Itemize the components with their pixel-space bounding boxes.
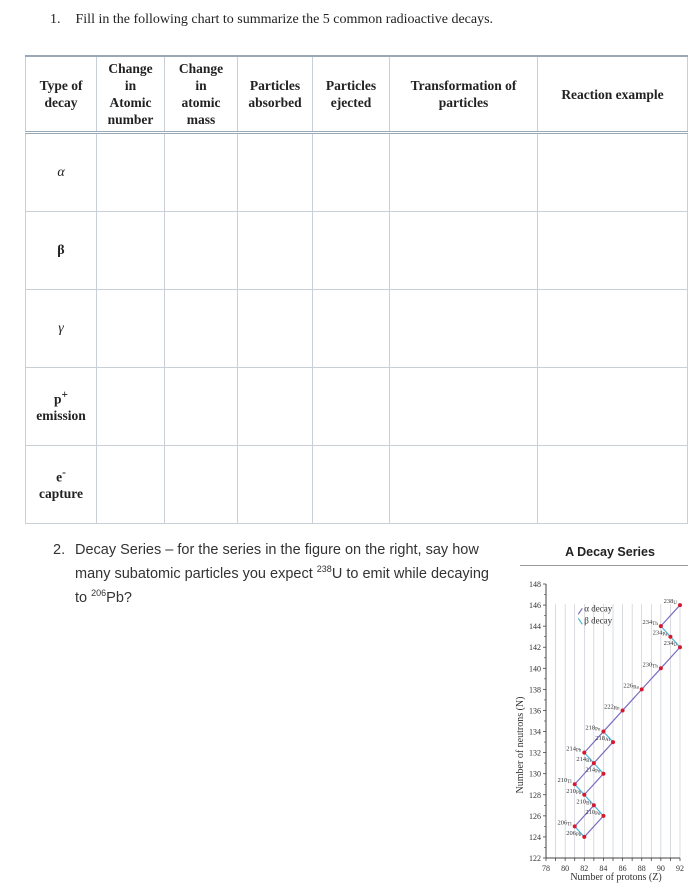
y-tick-label: 134: [529, 727, 541, 737]
answer-cell[interactable]: [238, 446, 313, 524]
answer-cell[interactable]: [165, 212, 238, 290]
x-tick-label: 78: [542, 864, 550, 873]
y-axis-label: Number of neutrons (N): [515, 696, 526, 794]
figure-title-rule: [520, 565, 688, 566]
x-tick-label: 88: [637, 864, 646, 873]
nuclide-label: 226Ra: [623, 682, 639, 691]
y-tick-label: 138: [529, 685, 541, 695]
x-tick-label: 86: [618, 864, 627, 873]
decay-type-electron-capture: e- capture: [26, 446, 97, 524]
decay-series-chart: [510, 570, 695, 885]
answer-cell[interactable]: [313, 446, 390, 524]
table-header-row: [26, 56, 688, 133]
decay-type-beta: β: [26, 212, 97, 290]
nuclide-label: 234Th: [642, 619, 658, 628]
nuclide-label: 218Po: [585, 724, 601, 733]
question-1-number: 1.: [50, 12, 61, 27]
answer-cell[interactable]: [97, 133, 165, 212]
answer-cell[interactable]: [538, 133, 688, 212]
answer-cell[interactable]: [313, 212, 390, 290]
decay-type-proton-emission: p+ emission: [26, 368, 97, 446]
y-tick-label: 146: [529, 601, 541, 611]
nuclide-label: 210Bi: [576, 798, 591, 807]
x-tick-label: 90: [656, 864, 665, 873]
y-tick-label: 140: [529, 664, 541, 674]
answer-cell[interactable]: [390, 133, 538, 212]
y-tick-label: 144: [529, 622, 541, 632]
nuclide-label: 234U: [663, 640, 677, 649]
y-tick-label: 136: [529, 706, 541, 716]
nuclide-point: [621, 708, 625, 712]
nuclide-point: [592, 803, 596, 807]
nuclide-label: 214Pb: [566, 745, 582, 754]
answer-cell[interactable]: [238, 212, 313, 290]
decay-type-alpha: α: [26, 133, 97, 212]
decay-type-gamma: γ: [26, 290, 97, 368]
nuclide-label: 206Pb: [566, 829, 582, 838]
nuclide-point: [582, 835, 586, 839]
nuclide-point: [611, 740, 615, 744]
nuclide-point: [678, 603, 682, 607]
header-type-of-decay: Type of decay: [26, 56, 97, 133]
answer-cell[interactable]: [165, 133, 238, 212]
answer-cell[interactable]: [313, 133, 390, 212]
nuclide-label: 234Pa: [652, 629, 668, 638]
legend-beta-swatch: [578, 618, 582, 624]
question-1-text: Fill in the following chart to summarize the 5 common radioactive decays.: [75, 12, 494, 27]
nuclide-point: [573, 824, 577, 828]
nuclide-point: [592, 761, 596, 765]
nuclide-point: [601, 814, 605, 818]
question-2-number: 2.: [53, 542, 66, 558]
legend-alpha-swatch: [578, 608, 582, 614]
answer-cell[interactable]: [97, 368, 165, 446]
x-tick-label: 80: [561, 864, 570, 873]
table-row-electron-capture: [26, 446, 688, 524]
answer-cell[interactable]: [165, 290, 238, 368]
nuclide-point: [582, 793, 586, 797]
y-tick-label: 126: [529, 811, 541, 821]
table-row-alpha: [26, 133, 688, 212]
answer-cell[interactable]: [390, 446, 538, 524]
answer-cell[interactable]: [390, 212, 538, 290]
answer-cell[interactable]: [97, 290, 165, 368]
x-tick-label: 84: [599, 864, 608, 873]
x-tick-label: 92: [676, 864, 684, 873]
chart-legend: [578, 603, 612, 625]
answer-cell[interactable]: [390, 368, 538, 446]
answer-cell[interactable]: [538, 290, 688, 368]
answer-cell[interactable]: [238, 290, 313, 368]
question-2-text: Decay Series – for the series in the figure on the right, say how many subatomic particles you expect $^{238}$U to emit while decaying to $^{206}$Pb?: [75, 542, 489, 606]
nuclide-label: 214Po: [585, 766, 601, 775]
nuclide-point: [640, 687, 644, 691]
nuclide-point: [659, 624, 663, 628]
nuclide-point: [573, 782, 577, 786]
nuclide-point: [668, 635, 672, 639]
chart-grid: [556, 604, 680, 858]
x-axis-label: Number of protons (Z): [570, 872, 662, 883]
answer-cell[interactable]: [313, 290, 390, 368]
nuclide-point: [601, 772, 605, 776]
x-tick-label: 82: [580, 864, 589, 873]
answer-cell[interactable]: [538, 368, 688, 446]
legend-alpha-label: α decay: [584, 603, 613, 614]
question-2: [53, 541, 503, 608]
nuclide-label: 230Th: [642, 661, 658, 670]
header-particles-absorbed: Particles absorbed: [238, 56, 313, 133]
header-transformation: Transformation of particles: [390, 56, 538, 133]
answer-cell[interactable]: [538, 212, 688, 290]
answer-cell[interactable]: [97, 212, 165, 290]
header-particles-ejected: Particles ejected: [313, 56, 390, 133]
y-tick-label: 132: [529, 748, 541, 758]
answer-cell[interactable]: [165, 446, 238, 524]
table-row-proton-emission: [26, 368, 688, 446]
y-tick-label: 124: [529, 832, 541, 842]
answer-cell[interactable]: [238, 133, 313, 212]
y-tick-label: 148: [529, 580, 541, 589]
header-change-atomic-number: Change in Atomic number: [97, 56, 165, 133]
legend-beta-label: β decay: [584, 615, 613, 626]
header-reaction-example: Reaction example: [538, 56, 688, 133]
nuclide-label: 210Po: [585, 808, 601, 817]
table-row-gamma: [26, 290, 688, 368]
nuclide-point: [601, 730, 605, 734]
nuclide-label: 206Tl: [557, 819, 572, 828]
nuclide-label: 210Tl: [557, 777, 572, 786]
nuclide-points: [558, 598, 682, 839]
table-row-beta: [26, 212, 688, 290]
answer-cell[interactable]: [390, 290, 538, 368]
nuclide-label: 238U: [663, 598, 677, 607]
nuclide-label: 210Pb: [566, 787, 582, 796]
figure-title: A Decay Series: [565, 545, 655, 559]
answer-cell[interactable]: [165, 368, 238, 446]
y-tick-label: 142: [529, 643, 541, 653]
answer-cell[interactable]: [313, 368, 390, 446]
nuclide-point: [678, 645, 682, 649]
nuclide-point: [659, 666, 663, 670]
y-tick-label: 122: [529, 854, 541, 863]
answer-cell[interactable]: [97, 446, 165, 524]
answer-cell[interactable]: [238, 368, 313, 446]
y-tick-label: 130: [529, 769, 541, 779]
nuclide-label: 222Rn: [603, 703, 620, 712]
decay-summary-table: [25, 55, 688, 524]
question-1: [50, 12, 493, 28]
nuclide-label: 214Bi: [576, 756, 591, 765]
nuclide-label: 218At: [595, 735, 610, 744]
nuclide-point: [582, 751, 586, 755]
header-change-atomic-mass: Change in atomic mass: [165, 56, 238, 133]
y-tick-label: 128: [529, 790, 541, 800]
answer-cell[interactable]: [538, 446, 688, 524]
